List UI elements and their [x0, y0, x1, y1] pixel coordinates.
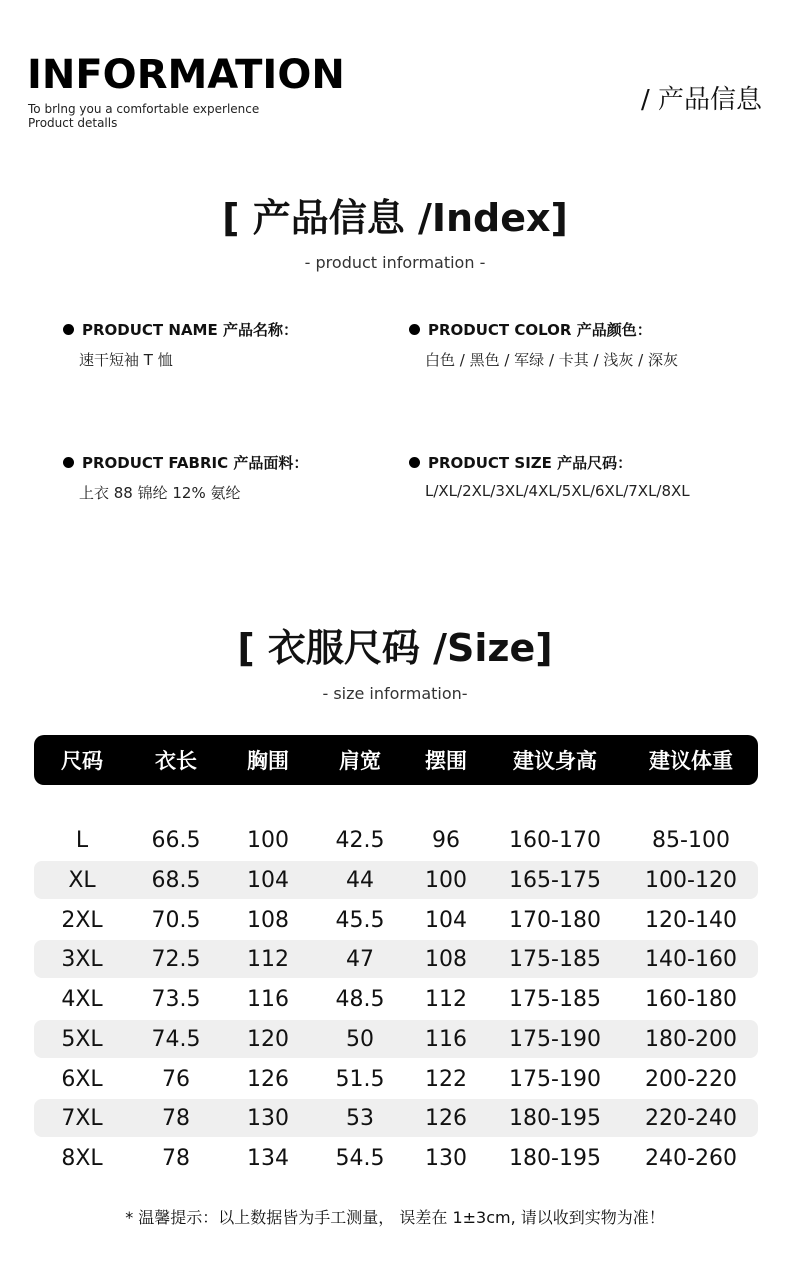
table-cell: 5XL [61, 1026, 103, 1052]
tagline-line-2: Product detalls [28, 116, 118, 130]
table-cell: 130 [247, 1105, 289, 1131]
table-cell: 78 [162, 1105, 190, 1131]
table-cell: 120 [247, 1026, 289, 1052]
info-value: 速干短袖 T 恤 [79, 351, 173, 369]
table-cell: 112 [247, 946, 289, 972]
table-cell: 68.5 [151, 867, 201, 893]
table-cell: 6XL [61, 1066, 103, 1092]
table-cell: 7XL [61, 1105, 103, 1131]
table-cell: XL [68, 867, 96, 893]
info-product-name [63, 320, 403, 370]
table-cell: 116 [247, 986, 289, 1012]
table-cell: 112 [425, 986, 467, 1012]
table-cell: 78 [162, 1145, 190, 1171]
table-cell: 122 [425, 1066, 467, 1092]
info-label: PRODUCT NAME 产品名称： [82, 321, 298, 339]
table-cell: 104 [425, 907, 467, 933]
table-cell: 160-180 [645, 986, 737, 1012]
bullet-icon [409, 324, 420, 335]
info-label: PRODUCT FABRIC 产品面料： [82, 454, 309, 472]
column-header: 摆围 [425, 749, 467, 773]
table-row [34, 821, 758, 859]
table-cell: 73.5 [151, 986, 201, 1012]
table-cell: 170-180 [509, 907, 601, 933]
tagline [28, 102, 259, 130]
measurement-note: * 温馨提示：以上数据皆为手工测量， 误差在 1±3cm, 请以收到实物为准！ [125, 1208, 665, 1227]
table-cell: 126 [247, 1066, 289, 1092]
table-cell: 108 [425, 946, 467, 972]
table-cell: 175-185 [509, 946, 601, 972]
table-cell: 120-140 [645, 907, 737, 933]
table-cell: 180-200 [645, 1026, 737, 1052]
table-cell: 96 [432, 827, 460, 853]
column-header: 建议身高 [513, 749, 597, 773]
info-label: PRODUCT COLOR 产品颜色： [428, 321, 652, 339]
index-subtitle: - product information - [304, 253, 486, 272]
table-cell: 45.5 [335, 907, 385, 933]
table-row [34, 861, 758, 899]
table-cell: 134 [247, 1145, 289, 1171]
table-cell: 108 [247, 907, 289, 933]
index-title: [ 产品信息 /Index] [222, 196, 568, 240]
table-cell: 116 [425, 1026, 467, 1052]
table-cell: 66.5 [151, 827, 201, 853]
table-row [34, 980, 758, 1018]
brand-title: INFORMATION [27, 52, 345, 98]
table-row [34, 940, 758, 978]
bullet-icon [63, 324, 74, 335]
table-cell: 70.5 [151, 907, 201, 933]
table-cell: 4XL [61, 986, 103, 1012]
table-cell: 50 [346, 1026, 374, 1052]
table-cell: L [75, 827, 89, 853]
table-cell: 175-185 [509, 986, 601, 1012]
table-cell: 220-240 [645, 1105, 737, 1131]
info-value: L/XL/2XL/3XL/4XL/5XL/6XL/7XL/8XL [425, 482, 690, 500]
tagline-line-1: To brlng you a comfortable experlence [28, 102, 260, 116]
size-title: [ 衣服尺码 /Size] [237, 626, 553, 670]
info-label: PRODUCT SIZE 产品尺码： [428, 454, 633, 472]
size-subtitle: - size information- [322, 684, 468, 703]
table-cell: 100-120 [645, 867, 737, 893]
size-table-header [34, 735, 758, 785]
info-product-fabric [63, 453, 403, 503]
table-cell: 160-170 [509, 827, 601, 853]
table-cell: 175-190 [509, 1026, 601, 1052]
info-value: 上衣 88 锦纶 12% 氨纶 [79, 484, 241, 502]
table-cell: 85-100 [652, 827, 730, 853]
table-cell: 126 [425, 1105, 467, 1131]
column-header: 衣长 [155, 749, 197, 773]
table-cell: 130 [425, 1145, 467, 1171]
info-product-color [409, 320, 749, 370]
column-header: 尺码 [61, 749, 103, 773]
table-row [34, 1020, 758, 1058]
table-cell: 44 [346, 867, 374, 893]
column-header: 胸围 [247, 749, 289, 773]
table-cell: 180-195 [509, 1105, 601, 1131]
table-cell: 51.5 [335, 1066, 385, 1092]
table-row [34, 901, 758, 939]
column-header: 建议体重 [649, 749, 733, 773]
table-cell: 42.5 [335, 827, 385, 853]
table-cell: 140-160 [645, 946, 737, 972]
column-header: 肩宽 [339, 749, 381, 773]
bullet-icon [409, 457, 420, 468]
table-cell: 48.5 [335, 986, 385, 1012]
table-cell: 100 [425, 867, 467, 893]
table-row [34, 1139, 758, 1177]
info-product-size [409, 453, 749, 500]
corner-label: / 产品信息 [640, 85, 762, 115]
table-cell: 2XL [61, 907, 103, 933]
table-cell: 8XL [61, 1145, 103, 1171]
table-cell: 47 [346, 946, 374, 972]
table-cell: 165-175 [509, 867, 601, 893]
table-cell: 3XL [61, 946, 103, 972]
table-cell: 180-195 [509, 1145, 601, 1171]
table-row [34, 1099, 758, 1137]
table-cell: 100 [247, 827, 289, 853]
table-cell: 175-190 [509, 1066, 601, 1092]
table-cell: 74.5 [151, 1026, 201, 1052]
info-value: 白色 / 黑色 / 军绿 / 卡其 / 浅灰 / 深灰 [425, 351, 678, 369]
table-cell: 72.5 [151, 946, 201, 972]
table-cell: 53 [346, 1105, 374, 1131]
table-cell: 200-220 [645, 1066, 737, 1092]
table-cell: 104 [247, 867, 289, 893]
table-cell: 54.5 [335, 1145, 385, 1171]
table-row [34, 1060, 758, 1098]
bullet-icon [63, 457, 74, 468]
table-cell: 240-260 [645, 1145, 737, 1171]
table-cell: 76 [162, 1066, 190, 1092]
